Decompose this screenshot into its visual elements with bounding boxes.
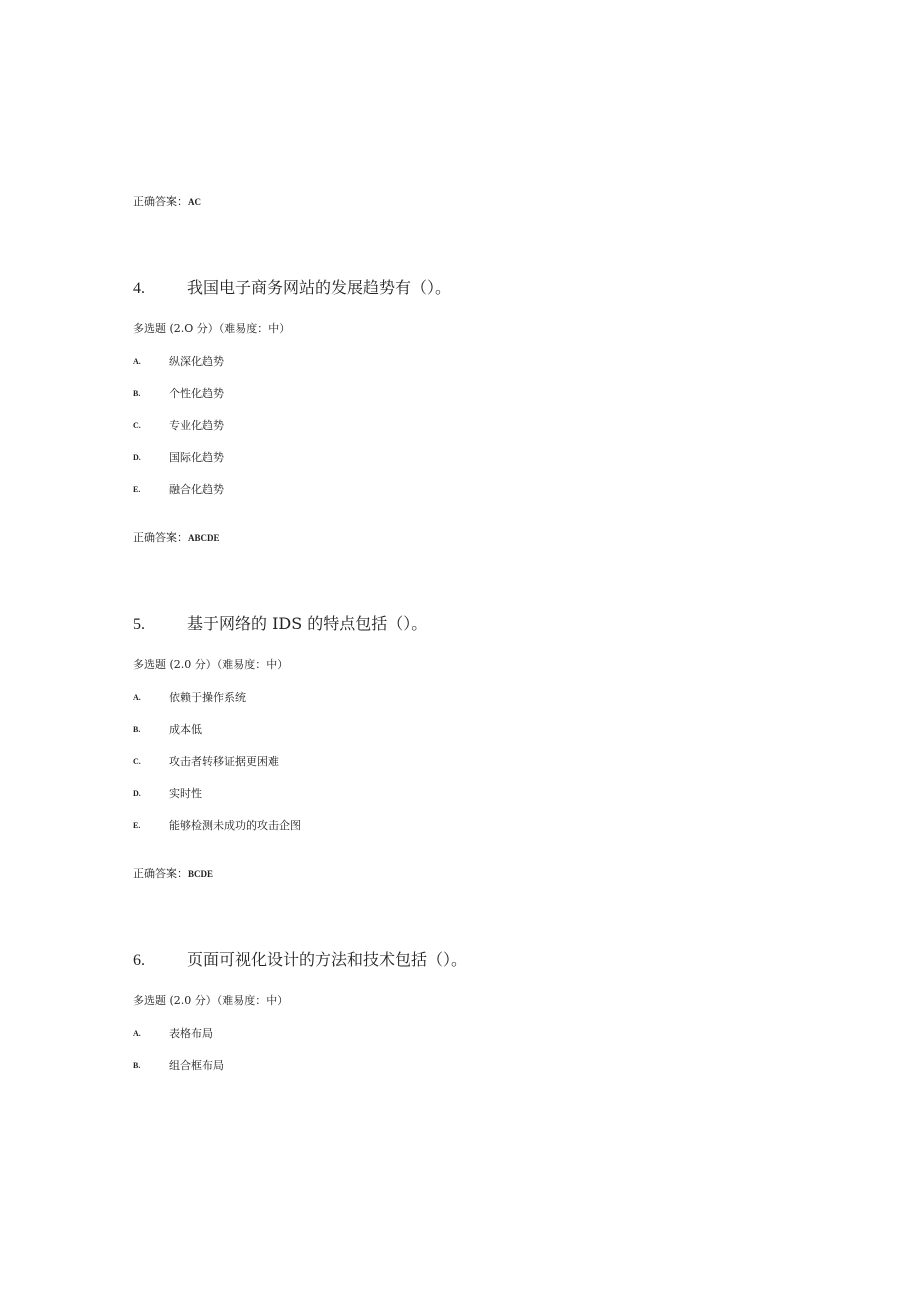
option-letter: B. bbox=[133, 1061, 141, 1070]
option-letter: B. bbox=[133, 725, 141, 734]
question-meta-5: 多选题 (2.0 分）（难易度：中） bbox=[133, 658, 289, 671]
option-item bbox=[133, 387, 224, 401]
option-text: 专业化趋势 bbox=[169, 419, 224, 432]
option-item bbox=[133, 355, 224, 369]
option-letter: B. bbox=[133, 389, 141, 398]
correct-answer-q3 bbox=[133, 195, 201, 209]
correct-answer-value: BCDE bbox=[188, 869, 214, 879]
option-item bbox=[133, 819, 301, 833]
correct-answer-value: AC bbox=[188, 197, 201, 207]
option-item bbox=[133, 451, 224, 465]
correct-answer-q5 bbox=[133, 867, 213, 881]
option-letter: C. bbox=[133, 757, 141, 766]
correct-answer-label: 正确答案： bbox=[133, 531, 188, 544]
option-text: 依赖于操作系统 bbox=[169, 691, 246, 704]
correct-answer-label: 正确答案： bbox=[133, 195, 188, 208]
option-text: 国际化趋势 bbox=[169, 451, 224, 464]
question-number: 4. bbox=[133, 280, 145, 297]
option-text: 融合化趋势 bbox=[169, 483, 224, 496]
option-text: 表格布局 bbox=[169, 1027, 213, 1040]
option-text: 攻击者转移证据更困难 bbox=[169, 755, 279, 768]
option-text: 能够检测未成功的攻击企图 bbox=[169, 819, 301, 832]
option-text: 成本低 bbox=[169, 723, 202, 736]
option-letter: A. bbox=[133, 1029, 141, 1038]
option-item bbox=[133, 755, 279, 769]
option-item bbox=[133, 1027, 213, 1041]
option-text: 纵深化趋势 bbox=[169, 355, 224, 368]
question-number: 5. bbox=[133, 616, 145, 633]
option-text: 组合框布局 bbox=[169, 1059, 224, 1072]
question-text: 我国电子商务网站的发展趋势有（）。 bbox=[187, 278, 452, 297]
option-letter: E. bbox=[133, 821, 141, 830]
option-text: 实时性 bbox=[169, 787, 202, 800]
option-item bbox=[133, 723, 202, 737]
option-item bbox=[133, 1059, 224, 1073]
correct-answer-label: 正确答案： bbox=[133, 867, 188, 880]
question-title-5 bbox=[133, 614, 427, 635]
option-letter: E. bbox=[133, 485, 141, 494]
option-item bbox=[133, 691, 246, 705]
option-letter: A. bbox=[133, 357, 141, 366]
option-letter: C. bbox=[133, 421, 141, 430]
option-item bbox=[133, 787, 202, 801]
option-letter: A. bbox=[133, 693, 141, 702]
option-letter: D. bbox=[133, 789, 141, 798]
option-text: 个性化趋势 bbox=[169, 387, 224, 400]
question-text: 页面可视化设计的方法和技术包括（）。 bbox=[187, 950, 468, 969]
option-letter: D. bbox=[133, 453, 141, 462]
question-text: 基于网络的 IDS 的特点包括（）。 bbox=[187, 614, 428, 633]
option-item bbox=[133, 419, 224, 433]
correct-answer-value: ABCDE bbox=[188, 533, 220, 543]
correct-answer-q4 bbox=[133, 531, 220, 545]
option-item bbox=[133, 483, 224, 497]
question-title-6 bbox=[133, 950, 467, 971]
question-meta-4: 多选题 (2.O 分）（难易度：中） bbox=[133, 322, 291, 335]
question-title-4 bbox=[133, 278, 451, 299]
question-number: 6. bbox=[133, 952, 145, 969]
question-meta-6: 多选题 (2.0 分）（难易度：中） bbox=[133, 994, 289, 1007]
